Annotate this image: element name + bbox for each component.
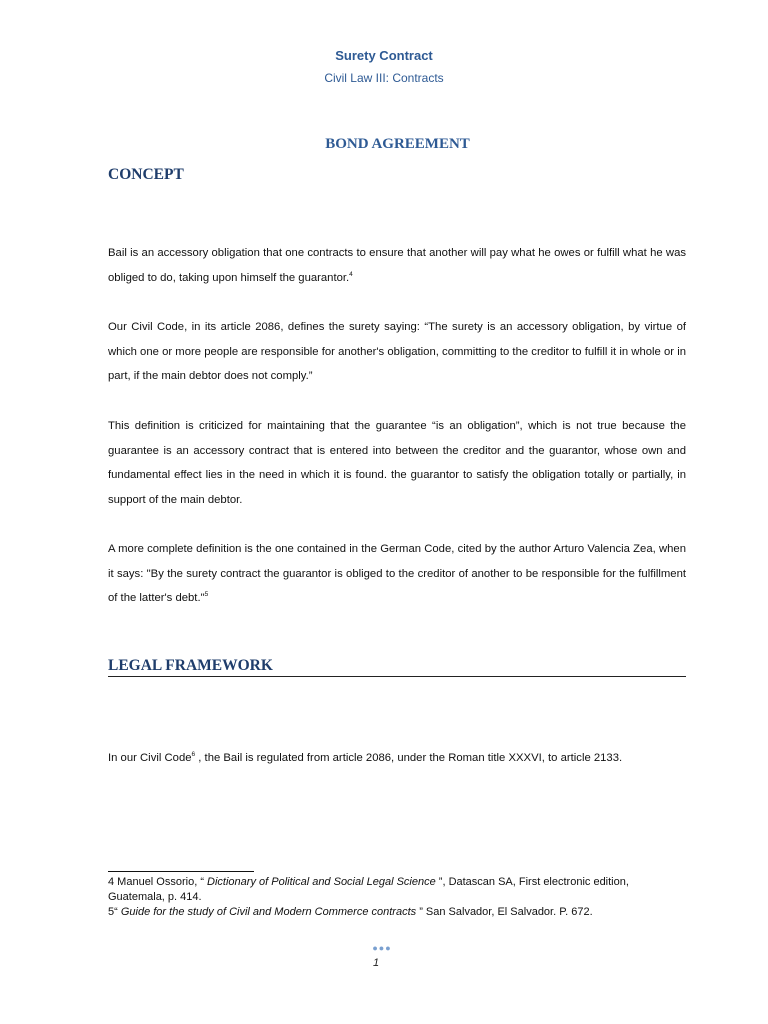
legal-framework-text-before: In our Civil Code [108,752,192,764]
footnote-5-prefix: 5“ [108,906,121,918]
legal-framework-paragraph [108,746,686,771]
footnote-ref-6[interactable]: 6 [191,751,196,758]
footnote-4 [108,875,668,905]
footnote-4-title: Dictionary of Political and Social Legal Science [207,876,436,888]
footnote-5-suffix: ” San Salvador, El Salvador. P. 672. [416,906,593,918]
page-ornament-dots: ●●● [372,943,392,953]
header-subtitle: Civil Law III: Contracts [324,71,444,85]
concept-paragraph-3: This definition is criticized for maintaining that the guarantee “is an obligation”, which is not true because the guarantee is an accessory contract that is entered into between the creditor and the guarantor, whose own and fundamental effect lies in the need in which it is found. the guarantor to satisfy the obligation totally or partially, in support of the main debtor. [108,420,686,506]
legal-framework-text-after: , the Bail is regulated from article 2086, under the Roman title XXXVI, to article 2133. [195,752,623,764]
footnote-ref-4[interactable]: 4 [349,270,353,278]
concept-paragraph-1 [108,241,686,290]
footnote-4-prefix: 4 Manuel Ossorio, “ [108,876,208,888]
concept-paragraph-1-text: Bail is an accessory obligation that one contracts to ensure that another will pay what he owes or fulfill what he was obliged to do, taking upon himself the guarantor. [108,247,686,284]
footnote-5 [108,905,608,920]
footnote-divider [108,871,254,872]
footnote-4-suffix: ”, Datascan SA, First electronic edition, Guatemala, p. 414. [108,876,629,903]
header-title: Surety Contract [335,48,433,63]
document-title: BOND AGREEMENT [325,136,470,152]
section-heading-legal-framework: LEGAL FRAMEWORK [108,657,686,677]
footnote-5-title: Guide for the study of Civil and Modern Commerce contracts [120,906,417,918]
concept-paragraph-2: Our Civil Code, in its article 2086, defines the surety saying: “The surety is an accessory obligation, by virtue of which one or more people are responsible for another's obligation, committing to the creditor to fulfill it in whole or in part, if the main debtor does not comply.” [108,321,686,383]
page-number: 1 [372,957,380,969]
concept-paragraph-4-text: A more complete definition is the one contained in the German Code, cited by the author Arturo Valencia Zea, when it says: "By the surety contract the guarantor is obliged to the creditor of another to be responsible for the fulfillment of the latter's debt." [108,543,686,605]
footnote-ref-5[interactable]: 5 [204,591,209,599]
concept-paragraph-4 [108,537,686,611]
section-heading-concept: CONCEPT [108,166,184,183]
